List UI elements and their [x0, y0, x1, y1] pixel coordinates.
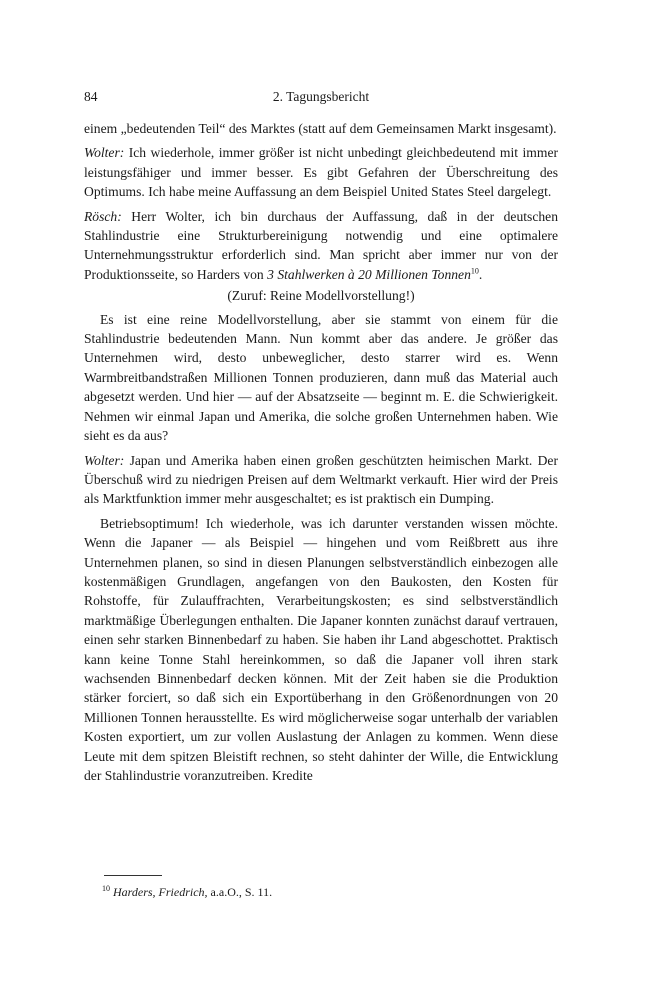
running-header	[84, 89, 558, 107]
body-text	[84, 119, 558, 785]
paragraph: Betriebsoptimum! Ich wiederhole, was ich darunter verstanden wissen möchte. Wenn die Japaner — als Beispiel — hingehen und vom Reißbrett aus ihre Unternehmen planen, so sind in diesen Planungen selbstverständlich einbezogen alle kostenmäßigen Grundlagen, angefangen von den Baukosten, den Kosten für Rohstoffe, für Zulauffrachten, Verarbeitungskosten; es sind selbstverständlich marktmäßige Überlegungen enthalten. Die Japaner konnten zunächst darauf vertrauen, einen sehr starken Binnenbedarf zu haben. Sie haben ihr Land abgeschottet. Praktisch kann keine Tonne Stahl hereinkommen, so daß die Japaner voll ihren stark wachsenden Binnenbedarf decken können. Mit der Zeit haben sie die Produktion stärker forciert, so daß sich ein Exportüberhang in den Größenordnungen von 20 Millionen Tonnen herausstellte. Es wird möglicherweise sogar unterhalb der variablen Kosten exportiert, um zur vollen Auslastung der Anlagen zu kommen. Wenn diese Leute mit dem spitzen Bleistift rechnen, so steht dahinter der Wille, die Entwicklung der Stahlindustrie voranzutreiben. Kredite	[84, 515, 558, 783]
footnote-author: Harders, Friedrich,	[113, 885, 208, 899]
footnote-divider	[104, 875, 162, 876]
footnote-reference: 10	[470, 266, 479, 276]
paragraph: Wolter: Japan und Amerika haben einen großen geschützten heimischen Markt. Der Überschuß wird zu niedrigen Preisen auf dem Weltmarkt verkauft. Hier wird der Preis als Marktfunktion immer mehr ausgeschaltet; es ist praktisch ein Dumping.	[84, 452, 558, 507]
footnote-number: 10	[102, 884, 110, 893]
speaker-name: Wolter:	[84, 145, 125, 161]
emphasized-text: 3 Stahlwerken à 20 Millionen Tonnen	[267, 266, 471, 282]
paragraph: Es ist eine reine Modellvorstellung, aber sie stammt von einem für die Stahlindustrie bedeutenden Mann. Nun kommt aber das andere. Je größer das Unternehmen wird, desto unbeweglicher, desto starrer wird es. Wenn Warmbreitbandstraßen Millionen Tonnen produzieren, dann muß das Material auch abgesetzt werden. Und hier — auf der Absatzseite — beginnt m. E. die Schwierigkeit. Nehmen wir einmal Japan und Amerika, die solche großen Unternehmen haben. Wie sieht es da aus?	[84, 311, 558, 444]
speaker-name: Wolter:	[84, 452, 125, 468]
speaker-name: Rösch:	[84, 208, 122, 224]
paragraph: Wolter: Ich wiederhole, immer größer ist nicht unbedingt gleichbedeutend mit immer leistungsfähiger und immer besser. Es gibt Gefahren der Überschreitung des Optimums. Ich habe meine Auffassung an dem Beispiel United States Steel dargelegt.	[84, 145, 558, 200]
paragraph: Rösch: Herr Wolter, ich bin durchaus der Auffassung, daß in der deutschen Stahlindustrie eine Strukturbereinigung notwendig und eine optimalere Unternehmungsstruktur erforderlich sind. Man spricht aber immer nur von der Produktionsseite, so Harders von 3 Stahlwerken à 20 Millionen Tonnen$^{10}$.	[84, 208, 558, 282]
footnote: $^{10}$ Harders, Friedrich, a.a.O., S. 11.	[102, 884, 273, 899]
interjection: (Zuruf: Reine Modellvorstellung!)	[227, 288, 415, 304]
running-title: 2. Tagungsbericht	[272, 89, 370, 104]
paragraph: einem „bedeutenden Teil“ des Marktes (statt auf dem Gemeinsamen Markt insgesamt).	[84, 121, 557, 136]
page-number: 84	[84, 89, 98, 104]
